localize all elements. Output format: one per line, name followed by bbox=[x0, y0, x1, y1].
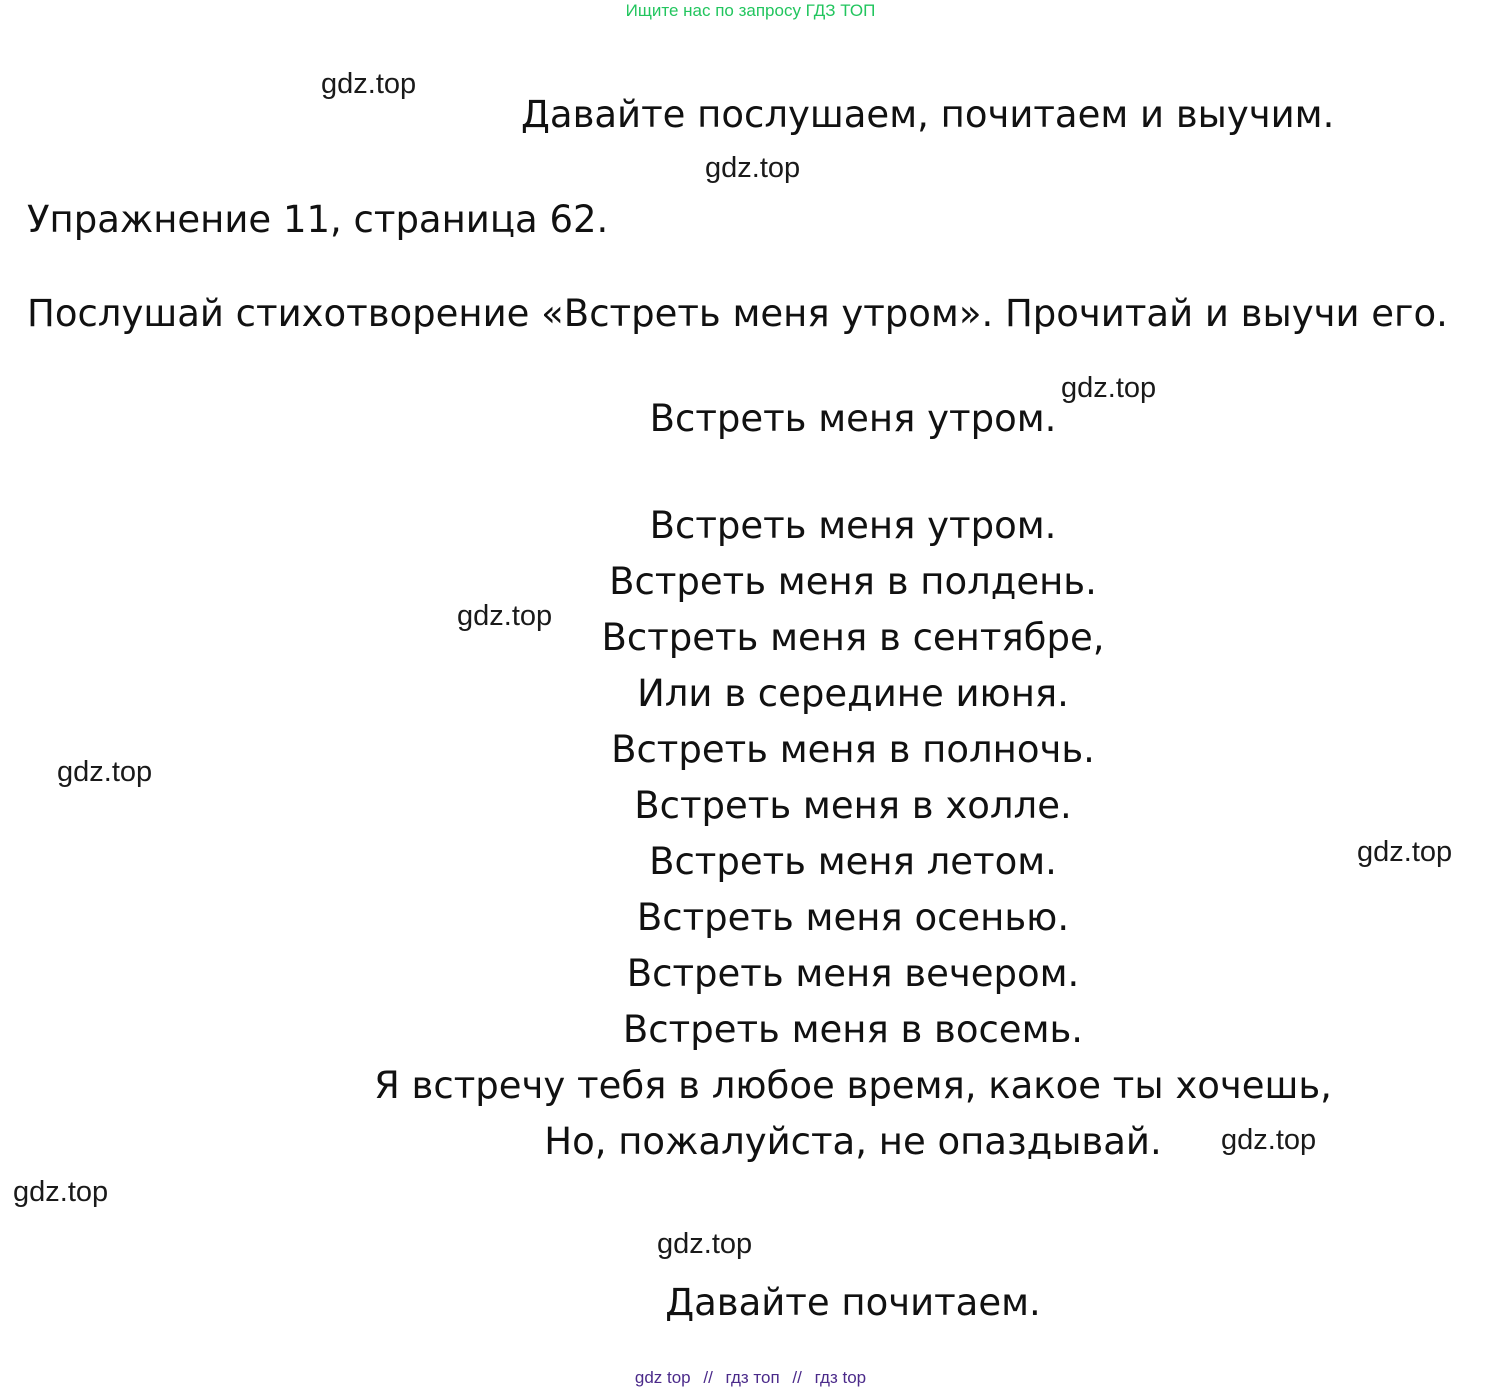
footer-separator: // bbox=[792, 1368, 802, 1387]
watermark: gdz.top bbox=[321, 68, 417, 100]
watermark: gdz.top bbox=[705, 152, 801, 184]
footer-links bbox=[0, 1368, 1501, 1388]
poem-line: Я встречу тебя в любое время, какое ты хочешь, bbox=[374, 1064, 1332, 1107]
exercise-title: Упражнение 11, страница 62. bbox=[27, 198, 609, 241]
poem-line: Встреть меня в сентябре, bbox=[601, 616, 1105, 659]
poem-line: Встреть меня в восемь. bbox=[622, 1008, 1084, 1051]
watermark: gdz.top bbox=[657, 1228, 753, 1260]
poem-line: Встреть меня в полночь. bbox=[611, 728, 1095, 771]
poem-line: Или в середине июня. bbox=[637, 672, 1069, 715]
poem-line: Встреть меня в холле. bbox=[634, 784, 1072, 827]
task-text: Послушай стихотворение «Встреть меня утром». Прочитай и выучи его. bbox=[27, 292, 1448, 335]
poem-line: Встреть меня осенью. bbox=[636, 896, 1070, 939]
poem-line: Но, пожалуйста, не опаздывай. bbox=[544, 1120, 1162, 1163]
next-heading: Давайте почитаем. bbox=[665, 1281, 1041, 1324]
watermark: gdz.top bbox=[457, 600, 553, 632]
footer-link[interactable]: gdz top bbox=[634, 1368, 691, 1387]
footer-link[interactable]: гдз top bbox=[814, 1368, 867, 1387]
poem-title: Встреть меня утром. bbox=[649, 397, 1057, 440]
watermark: gdz.top bbox=[1357, 836, 1453, 868]
poem bbox=[203, 503, 1501, 1175]
watermark: gdz.top bbox=[1061, 372, 1157, 404]
footer-link[interactable]: гдз топ bbox=[725, 1368, 780, 1387]
intro-heading: Давайте послушаем, почитаем и выучим. bbox=[521, 93, 1335, 136]
top-banner[interactable]: Ищите нас по запросу ГДЗ ТОП bbox=[625, 1, 876, 20]
poem-line: Встреть меня летом. bbox=[649, 840, 1057, 883]
poem-line: Встреть меня утром. bbox=[649, 504, 1057, 547]
watermark: gdz.top bbox=[1221, 1124, 1317, 1156]
poem-line: Встреть меня в полдень. bbox=[609, 560, 1097, 603]
footer-separator: // bbox=[703, 1368, 713, 1387]
watermark: gdz.top bbox=[13, 1176, 109, 1208]
poem-line: Встреть меня вечером. bbox=[626, 952, 1080, 995]
watermark: gdz.top bbox=[57, 756, 153, 788]
